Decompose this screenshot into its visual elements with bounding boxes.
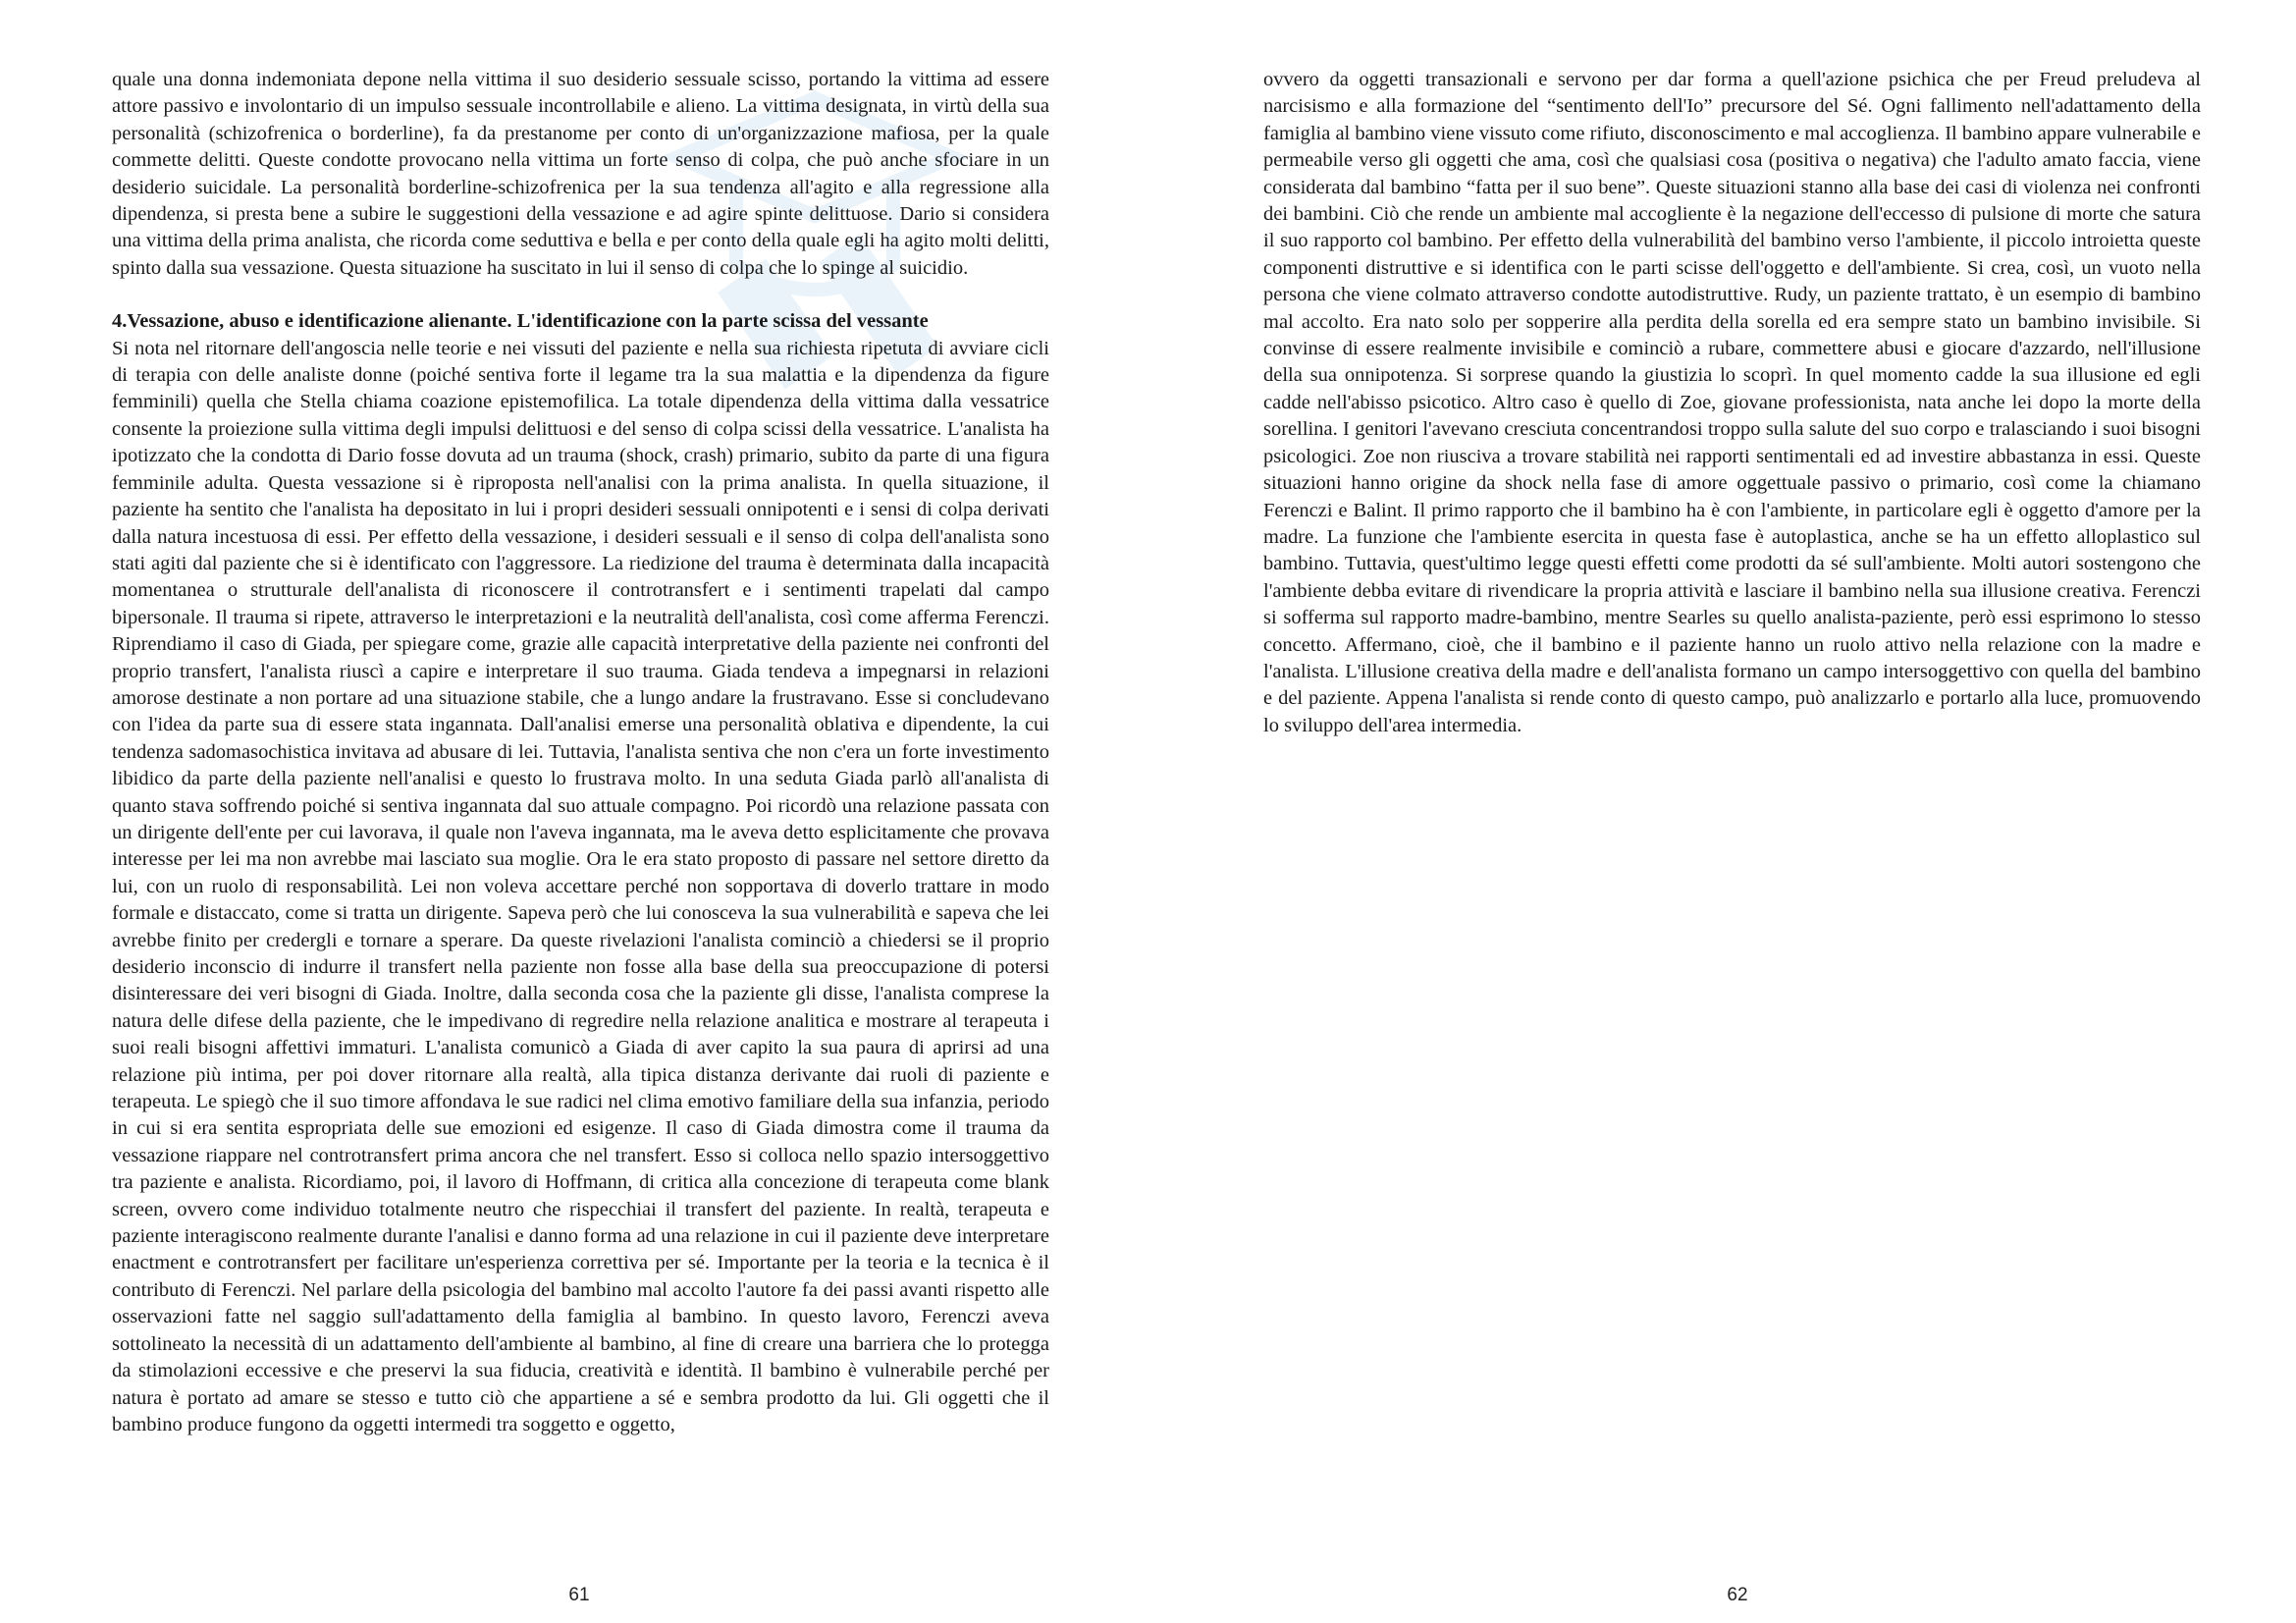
right-page-text bbox=[1263, 67, 2201, 739]
page-number: 61 bbox=[568, 1585, 590, 1605]
left-page-text bbox=[112, 67, 1049, 1438]
left-paragraph-1: quale una donna indemoniata depone nella vittima il suo desiderio sessuale scisso, portando la vittima ad essere attore passivo e involontario di un impulso sessuale incontrollabile e alieno. La vittima designata, in virtù della sua personalità (schizofrenica o borderline), fa da prestanome per conto di un'organizzazione mafiosa, per la quale commette delitti. Queste condotte provocano nella vittima un forte senso di colpa, che può anche sfociare in un desiderio suicidale. La personalità borderline-schizofrenica per la sua tendenza all'agito e alla regressione alla dipendenza, si presta bene a subire le suggestioni della vessazione e ad agire spinte delittuose. Dario si considera una vittima della prima analista, che ricorda come seduttiva e bella e per conto della quale egli ha agito molti delitti, spinto dalla sua vessazione. Questa situazione ha suscitato in lui il senso di colpa che lo spinge al suicidio. bbox=[112, 69, 1049, 279]
right-page bbox=[1148, 0, 2296, 1623]
left-paragraph-2: Si nota nel ritornare dell'angoscia nelle teorie e nei vissuti del paziente e nella sua richiesta ripetuta di avviare cicli di terapia con delle analiste donne (poiché sentiva forte il legame tra la sua malattia e la dipendenza da figure femminili) quella che Stella chiama coazione epistemofilica. La totale dipendenza della vittima dalla vessatrice consente la proiezione sulla vittima degli impulsi delittuosi e del senso di colpa scissi della vessatrice. L'analista ha ipotizzato che la condotta di Dario fosse dovuta ad un trauma (shock, crash) primario, subito da parte di una figura femminile adulta. Questa vessazione si è riproposta nell'analisi con la prima analista. In quella situazione, il paziente ha sentito che l'analista ha depositato in lui i propri desideri sessuali onnipotenti e i sensi di colpa derivati dalla natura incestuosa di essi. Per effetto della vessazione, i desideri sessuali e il senso di colpa dell'analista sono stati agiti dal paziente che si è identificato con l'aggressore. La riedizione del trauma è determinata dalla incapacità momentanea o strutturale dell'analista di riconoscere il controtransfert e i sentimenti trapelati dal campo bipersonale. Il trauma si ripete, attraverso le interpretazioni e la neutralità dell'analista, così come afferma Ferenczi. Riprendiamo il caso di Giada, per spiegare come, grazie alle capacità interpretative della paziente nei confronti del proprio transfert, l'analista riuscì a capire e interpretare il suo trauma. Giada tendeva a impegnarsi in relazioni amorose destinate a non portare ad una situazione stabile, che a lungo andare la frustravano. Esse si concludevano con l'idea da parte sua di essere stata ingannata. Dall'analisi emerse una personalità oblativa e dipendente, la cui tendenza sadomasochistica invitava ad abusare di lei. Tuttavia, l'analista sentiva che non c'era un forte investimento libidico da parte della paziente nell'analisi e questo lo frustrava molto. In una seduta Giada parlò all'analista di quanto stava soffrendo poiché si sentiva ingannata dal suo attuale compagno. Poi ricordò una relazione passata con un dirigente dell'ente per cui lavorava, il quale non l'aveva ingannata, ma le aveva detto esplicitamente che provava interesse per lei ma non avrebbe mai lasciato sua moglie. Ora le era stato proposto di passare nel settore diretto da lui, con un ruolo di responsabilità. Lei non voleva accettare perché non sopportava di doverlo trattare in modo formale e distaccato, come si tratta un dirigente. Sapeva però che lui conosceva la sua vulnerabilità e sapeva che lei avrebbe finito per credergli e tornare a sperare. Da queste rivelazioni l'analista cominciò a chiedersi se il proprio desiderio inconscio di indurre il transfert nella paziente non fosse alla base della sua preoccupazione di potersi disinteressare dei veri bisogni di Giada. Inoltre, dalla seconda cosa che la paziente gli disse, l'analista comprese la natura delle difese della paziente, che le impedivano di regredire nella relazione analitica e mostrare al terapeuta i suoi reali bisogni affettivi immaturi. L'analista comunicò a Giada di aver capito la sua paura di aprirsi ad una relazione più intima, per poi dover ritornare alla realtà, alla tipica distanza derivante dai ruoli di paziente e terapeuta. Le spiegò che il suo timore affondava le sue radici nel clima emotivo familiare della sua infanzia, periodo in cui si era sentita espropriata delle sue emozioni ed esigenze. Il caso di Giada dimostra come il trauma da vessazione riappare nel controtransfert prima ancora che nel transfert. Esso si colloca nello spazio intersoggettivo tra paziente e analista. Ricordiamo, poi, il lavoro di Hoffmann, di critica alla concezione di terapeuta come blank screen, ovvero come individuo totalmente neutro che rispecchiai il transfert del paziente. In realtà, terapeuta e paziente interagiscono realmente durante l'analisi e danno forma ad una relazione in cui il paziente deve interpretare enactment e controtransfert per facilitare un'esperienza correttiva per sé. Importante per la teoria e la tecnica è il contributo di Ferenczi. Nel parlare della psicologia del bambino mal accolto l'autore fa dei passi avanti rispetto alle osservazioni fatte nel saggio sull'adattamento della famiglia al bambino. In questo lavoro, Ferenczi aveva sottolineato la necessità di un adattamento dell'ambiente al bambino, al fine di creare una barriera che lo protegga da stimolazioni eccessive e che preservi la sua fiducia, creatività e identità. Il bambino è vulnerabile perché per natura è portato ad amare se stesso e tutto ciò che appartiene a sé e sembra prodotto da lui. Gli oggetti che il bambino produce fungono da oggetti intermedi tra soggetto e oggetto, bbox=[112, 337, 1049, 1435]
right-paragraph-1: ovvero da oggetti transazionali e servono per dar forma a quell'azione psichica che per Freud preludeva al narcisismo e alla formazione del “sentimento dell'Io” precursore del Sé. Ogni fallimento nell'adattamento della famiglia al bambino viene vissuto come rifiuto, disconoscimento e mal accoglienza. Il bambino appare vulnerabile e permeabile verso gli oggetti che ama, così che qualsiasi cosa (positiva o negativa) che l'adulto amato faccia, viene considerata dal bambino “fatta per il suo bene”. Queste situazioni stanno alla base dei casi di violenza nei confronti dei bambini. Ciò che rende un ambiente mal accogliente è la negazione dell'eccesso di pulsione di morte che satura il suo rapporto col bambino. Per effetto della vulnerabilità del bambino verso l'ambiente, il piccolo introietta queste componenti distruttive e si identifica con le parti scisse dell'oggetto e dell'ambiente. Si crea, così, un vuoto nella persona che viene colmato attraverso condotte autodistruttive. Rudy, un paziente trattato, è un esempio di bambino mal accolto. Era nato solo per sopperire alla perdita della sorella ed era sempre stato un bambino invisibile. Si convinse di essere realmente invisibile e cominciò a rubare, commettere abusi e giocare d'azzardo, nell'illusione della sua onnipotenza. Si sorprese quando la giustizia lo scoprì. In quel momento cadde la sua illusione ed egli cadde nell'abisso psicotico. Altro caso è quello di Zoe, giovane professionista, nata anche lei dopo la morte della sorellina. I genitori l'avevano cresciuta concentrandosi troppo sulla salute del suo corpo e tralasciando i suoi bisogni psicologici. Zoe non riusciva a trovare stabilità nei rapporti sentimentali ed ad investire abbastanza in essi. Queste situazioni hanno origine da shock nella fase di amore oggettuale passivo o primario, così come la chiamano Ferenczi e Balint. Il primo rapporto che il bambino ha è con l'ambiente, in particolare egli è oggetto d'amore per la madre. La funzione che l'ambiente esercita in questa fase è autoplastica, anche se ha un effetto alloplastico sul bambino. Tuttavia, quest'ultimo legge questi effetti come prodotti da sé sull'ambiente. Molti autori sostengono che l'ambiente debba evitare di rivendicare la propria attività e lasciare il bambino nella sua illusione creativa. Ferenczi si sofferma sul rapporto madre-bambino, mentre Searles su quello analista-paziente, però essi esprimono lo stesso concetto. Affermano, cioè, che il bambino e il paziente hanno un ruolo attivo nella relazione con la madre e l'analista. L'illusione creativa della madre e dell'analista formano un campo intersoggettivo con quella del bambino e del paziente. Appena l'analista si rende conto di questo campo, può analizzarlo e portarlo alla luce, promuovendo lo sviluppo dell'area intermedia. bbox=[1263, 69, 2201, 736]
page-number: 62 bbox=[1727, 1585, 1748, 1605]
section-heading: 4.Vessazione, abuso e identificazione alienante. L'identificazione con la parte scissa del vessante bbox=[112, 310, 929, 333]
